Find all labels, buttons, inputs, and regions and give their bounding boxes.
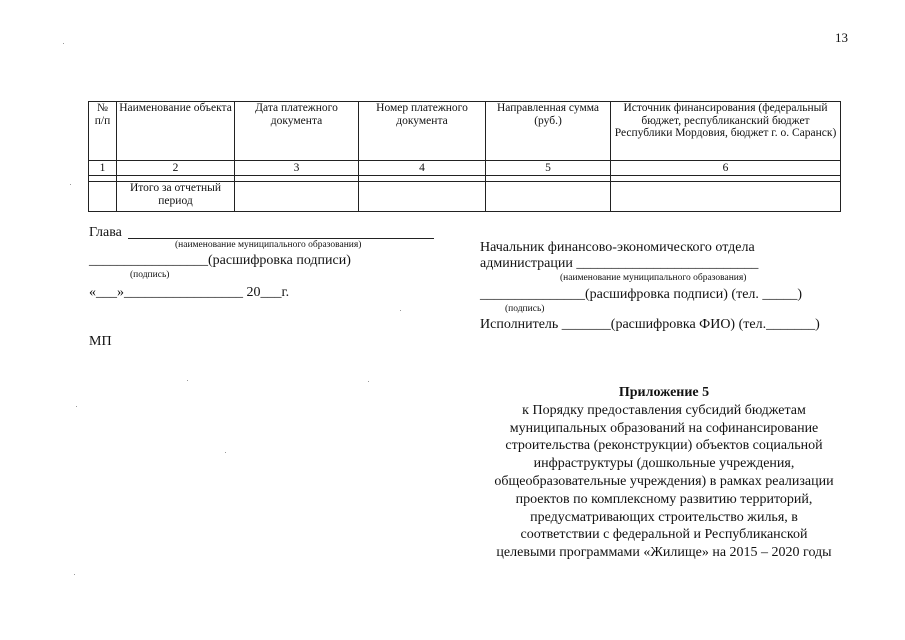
stamp-label: МП [89, 334, 112, 349]
header-funding-source: Источник финансирования (федеральный бюджет, республиканский бюджет Республики Мордовия, бюджет г. о. Саранск) [611, 102, 841, 161]
empty-cell [235, 182, 359, 212]
scan-speck [225, 452, 226, 453]
empty-cell [89, 182, 117, 212]
scan-speck [63, 43, 64, 44]
scan-speck [76, 406, 77, 407]
left-municipal-caption: (наименование муниципального образования) [175, 240, 362, 250]
appendix-title: Приложение 5 [618, 385, 710, 400]
empty-cell [611, 182, 841, 212]
appendix-line: соответствии с федеральной и Республиканской [520, 527, 808, 543]
head-label: Глава [89, 225, 122, 240]
column-number: 2 [117, 161, 235, 176]
table-header-row [89, 102, 841, 161]
appendix-block [470, 384, 858, 562]
column-number: 3 [235, 161, 359, 176]
header-number: № п/п [89, 102, 117, 161]
appendix-line: муниципальных образований на софинансирование [509, 420, 819, 436]
appendix-line: к Порядку предоставления субсидий бюджетам [522, 402, 806, 418]
column-number: 5 [486, 161, 611, 176]
head-signature-line [128, 238, 434, 239]
column-number: 6 [611, 161, 841, 176]
column-number-row [89, 161, 841, 176]
total-row [89, 182, 841, 212]
right-decoding-line: _______________(расшифровка подписи) (тел. _____) [480, 287, 803, 302]
scan-speck [400, 310, 401, 311]
appendix-line: предусматривающих строительство жилья, в [530, 509, 798, 525]
appendix-line: инфраструктуры (дошкольные учреждения, [533, 456, 795, 472]
column-number: 4 [359, 161, 486, 176]
left-decoding-line: _________________(расшифровка подписи) [89, 253, 351, 268]
header-payment-date: Дата платежного документа [235, 102, 359, 161]
date-line: «___»_________________ 20___г. [89, 285, 290, 300]
left-signature-caption: (подпись) [130, 270, 170, 280]
scan-speck [368, 381, 369, 382]
empty-cell [359, 182, 486, 212]
chief-title: Начальник финансово-экономического отдела [480, 240, 755, 255]
scan-speck [70, 184, 71, 185]
appendix-line: строительства (реконструкции) объектов социальной [505, 438, 823, 454]
right-municipal-caption: (наименование муниципального образования) [560, 273, 747, 283]
scan-speck [74, 574, 75, 575]
header-amount: Направленная сумма (руб.) [486, 102, 611, 161]
right-signature-caption: (подпись) [505, 304, 545, 314]
report-table [88, 101, 841, 212]
scan-speck [187, 380, 188, 381]
empty-cell [486, 182, 611, 212]
appendix-line: проектов по комплексному развитию территорий, [515, 491, 813, 507]
appendix-line: общеобразовательные учреждения) в рамках реализации [494, 473, 834, 489]
header-payment-number: Номер платежного документа [359, 102, 486, 161]
header-object-name: Наименование объекта [117, 102, 235, 161]
executor-line: Исполнитель _______(расшифровка ФИО) (тел._______) [480, 317, 820, 332]
appendix-line: целевыми программами «Жилище» на 2015 – 2020 годы [496, 545, 832, 561]
page-number: 13 [835, 30, 848, 45]
column-number: 1 [89, 161, 117, 176]
chief-administration-line: администрации __________________________ [480, 256, 759, 271]
total-label: Итого за отчетный период [117, 182, 235, 212]
